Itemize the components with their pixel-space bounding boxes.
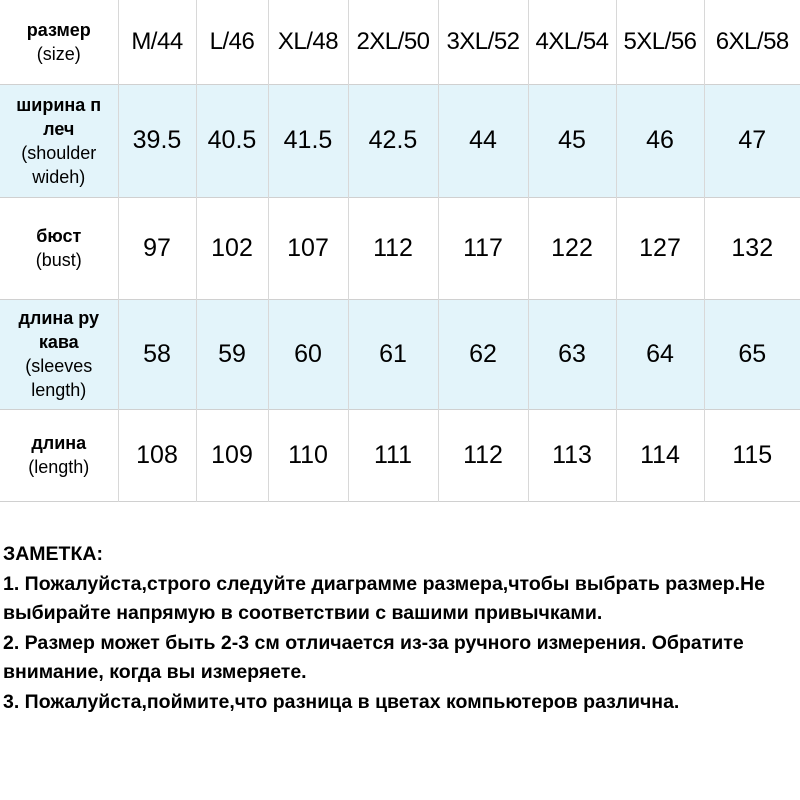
value-cell: 61: [348, 299, 438, 409]
value-cell: 113: [528, 409, 616, 501]
size-label: M/44: [118, 0, 196, 84]
value-cell: 112: [438, 409, 528, 501]
value-cell: 112: [348, 197, 438, 299]
row-label-en: (shoulder wideh): [21, 142, 97, 187]
value-cell: 47: [704, 84, 800, 197]
value-cell: 114: [616, 409, 704, 501]
row-label-en: (length): [28, 457, 90, 477]
note-item: 3. Пожалуйста,поймите,что разница в цветах компьютеров различна.: [3, 690, 680, 713]
row-label: [0, 299, 118, 409]
size-label: 4XL/54: [528, 0, 616, 84]
size-label: 3XL/52: [438, 0, 528, 84]
value-cell: 58: [118, 299, 196, 409]
value-cell: 65: [704, 299, 800, 409]
row-label-ru: бюст: [36, 226, 82, 246]
size-header-cell: [0, 0, 118, 84]
notes-title: ЗАМЕТКА:: [3, 543, 103, 565]
row-label: [0, 197, 118, 299]
row-label-ru: ширина п леч: [16, 94, 102, 139]
value-cell: 108: [118, 409, 196, 501]
value-cell: 39.5: [118, 84, 196, 197]
shoulder-width-row: [0, 84, 800, 197]
value-cell: 107: [268, 197, 348, 299]
value-cell: 40.5: [196, 84, 268, 197]
bust-row: [0, 197, 800, 299]
row-label: [0, 409, 118, 501]
size-header-row: [0, 0, 800, 84]
row-label: [0, 84, 118, 197]
value-cell: 127: [616, 197, 704, 299]
sleeve-length-row: [0, 299, 800, 409]
size-label: 2XL/50: [348, 0, 438, 84]
size-label: 6XL/58: [715, 27, 789, 55]
value-cell: 62: [438, 299, 528, 409]
size-label: XL/48: [268, 0, 348, 84]
value-cell: 102: [196, 197, 268, 299]
size-label: L/46: [196, 0, 268, 84]
row-label-ru: длина ру кава: [18, 308, 100, 352]
value-cell: 97: [118, 197, 196, 299]
value-cell: 109: [196, 409, 268, 501]
row-label-ru: длина: [31, 433, 87, 453]
value-cell: 115: [732, 440, 773, 469]
value-cell: 64: [616, 299, 704, 409]
note-item: 1. Пожалуйста,строго следуйте диаграмме размера,чтобы выбрать размер.Не выбирайте напрямую в соответствии с вашими привычками.: [3, 572, 765, 624]
value-cell: 45: [528, 84, 616, 197]
value-cell: 60: [268, 299, 348, 409]
value-cell: 44: [438, 84, 528, 197]
value-cell: 42.5: [348, 84, 438, 197]
value-cell: 63: [528, 299, 616, 409]
row-label-en: (bust): [35, 250, 82, 270]
length-row: [0, 409, 800, 501]
note-item: 2. Размер может быть 2-3 см отличается из-за ручного измерения. Обратите внимание, когда вы измеряете.: [3, 631, 744, 683]
value-cell: 122: [528, 197, 616, 299]
value-cell: 111: [348, 409, 438, 501]
value-cell: 41.5: [268, 84, 348, 197]
value-cell: 59: [196, 299, 268, 409]
value-cell: 132: [731, 233, 774, 262]
size-label: 5XL/56: [616, 0, 704, 84]
value-cell: 46: [616, 84, 704, 197]
row-label-en: (sleeves length): [25, 356, 93, 400]
value-cell: 117: [438, 197, 528, 299]
value-cell: 110: [268, 409, 348, 501]
size-header-en: (size): [36, 43, 81, 64]
size-header-ru: размер: [26, 19, 91, 40]
notes-section: [3, 540, 798, 717]
